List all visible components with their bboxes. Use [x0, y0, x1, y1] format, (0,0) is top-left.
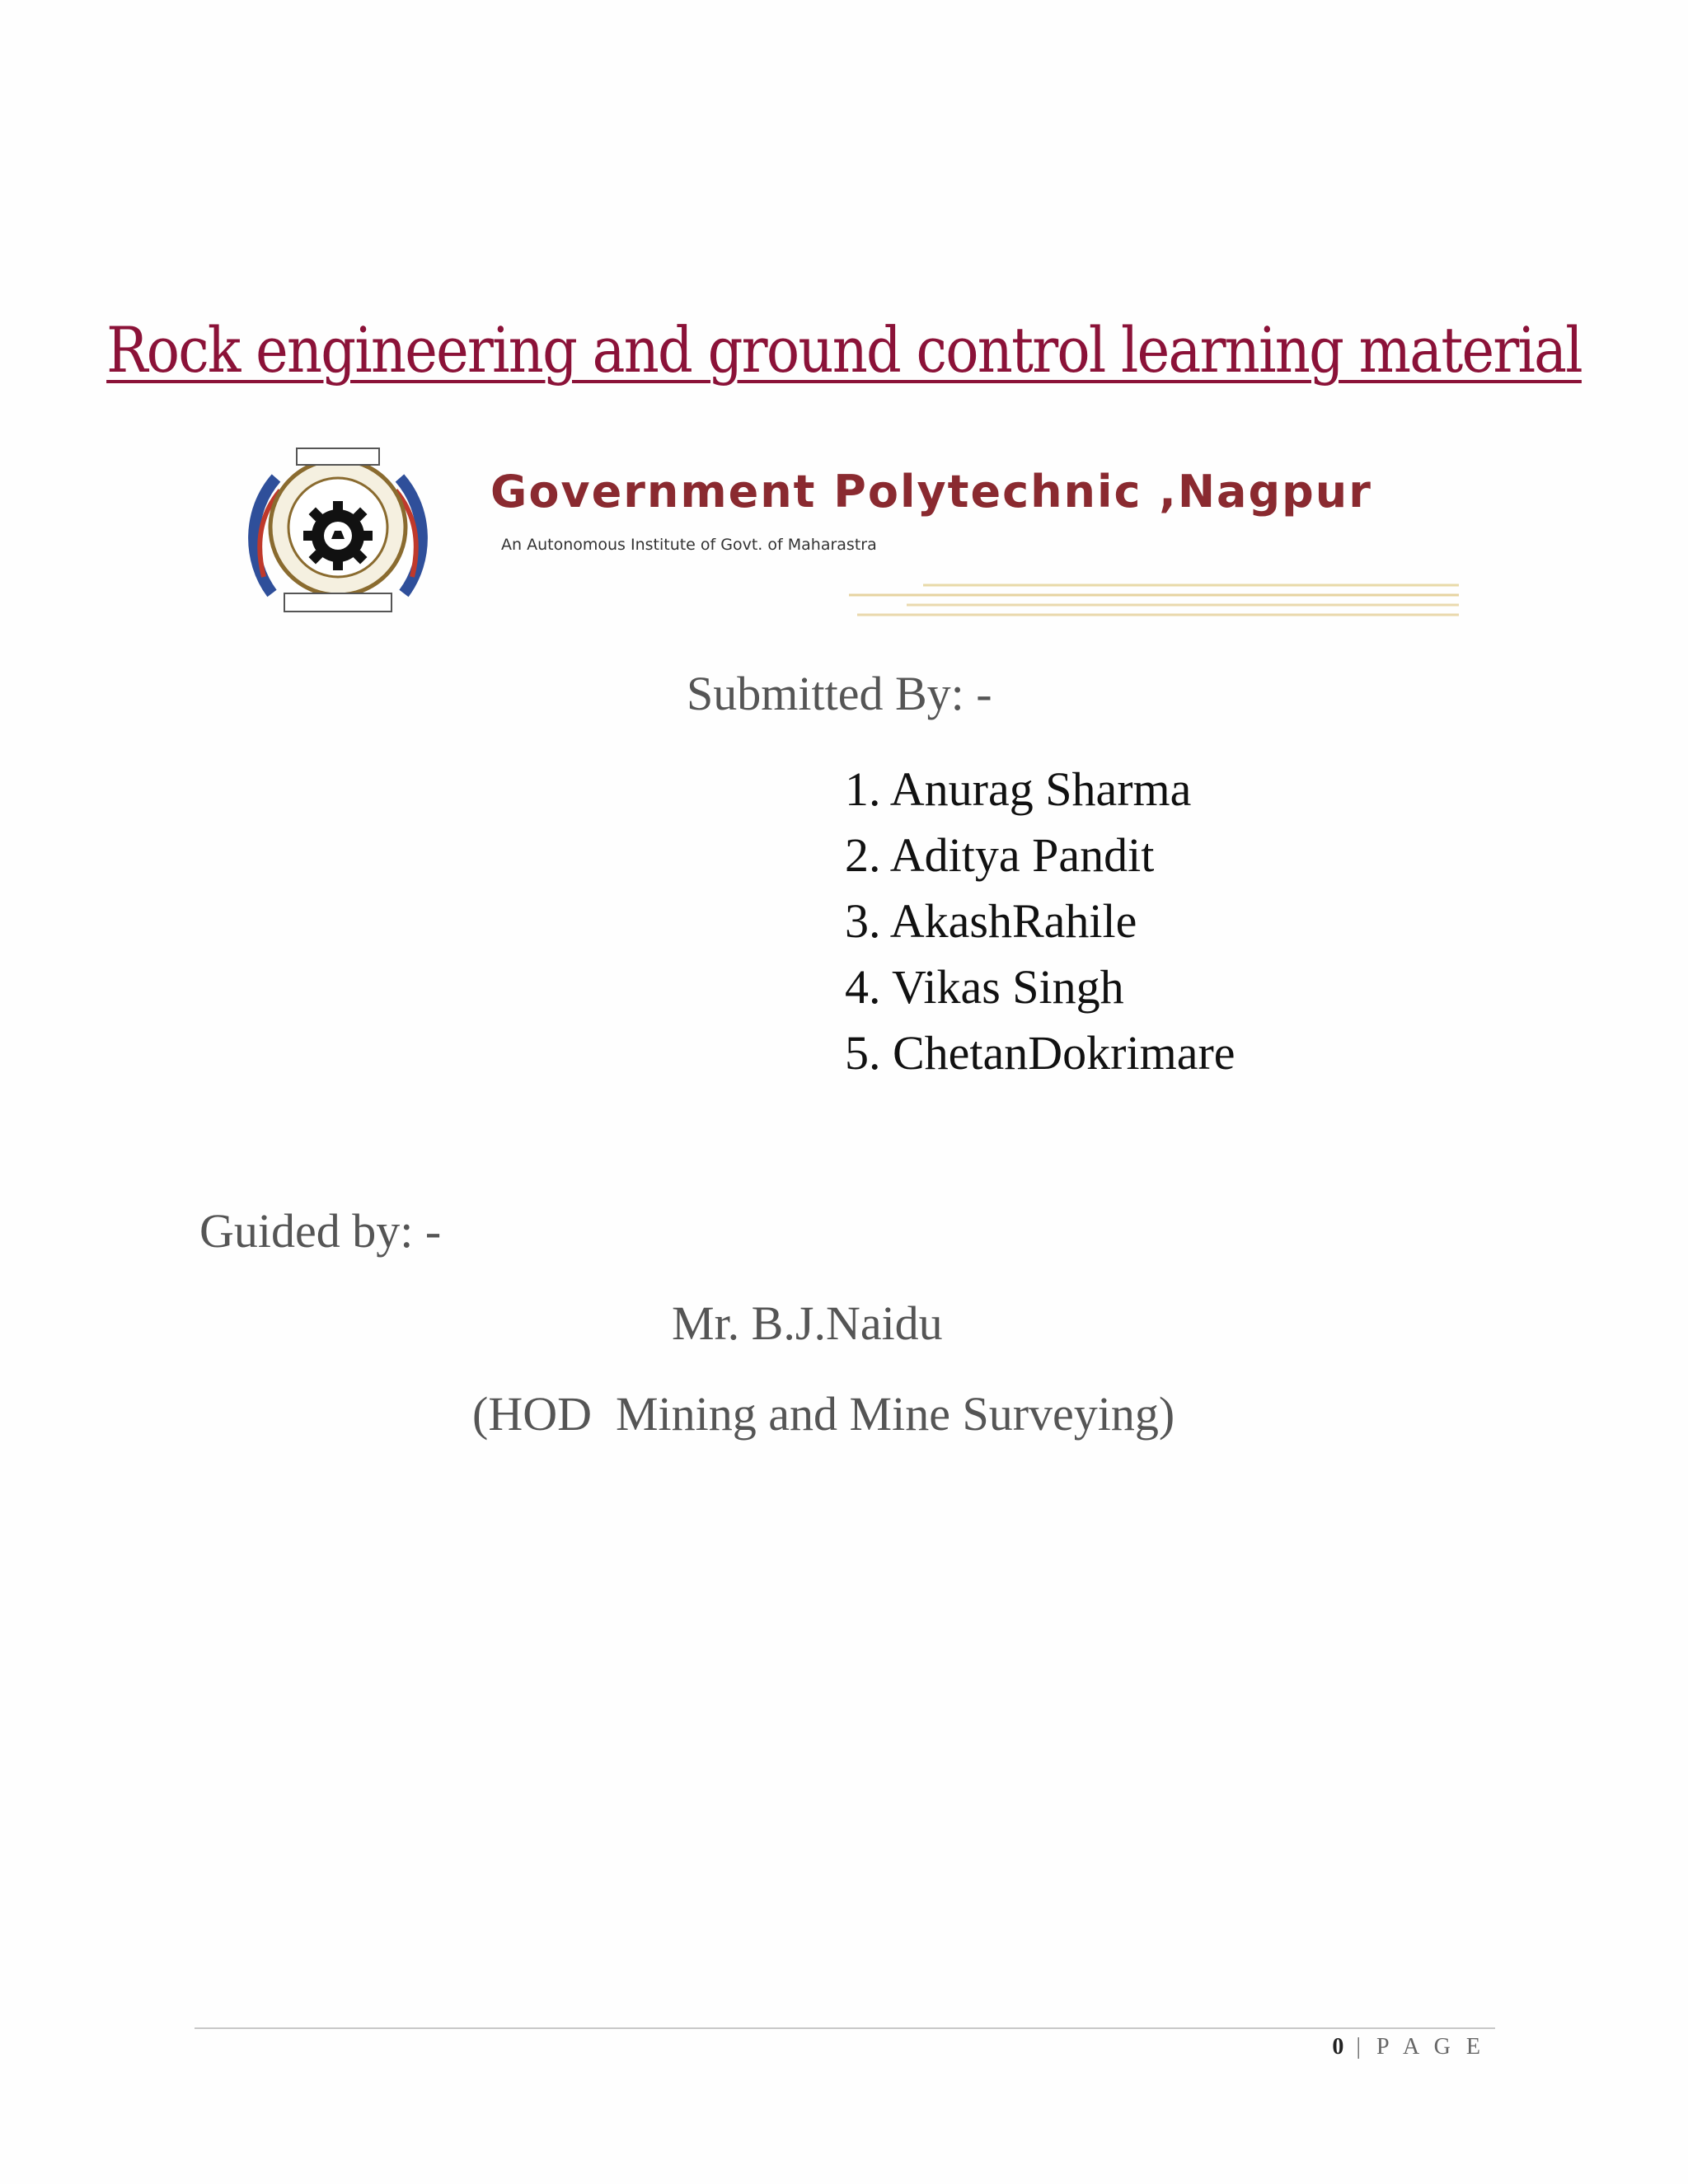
institute-emblem-icon	[239, 437, 437, 618]
document-title: Rock engineering and ground control learning material	[106, 313, 1582, 387]
institute-banner	[239, 429, 1475, 626]
submitted-by-label: Submitted By: -	[687, 667, 992, 720]
footer-divider	[195, 2027, 1495, 2029]
member-item: 4. Vikas Singh	[845, 960, 1124, 1014]
member-item: 5. ChetanDokrimare	[845, 1026, 1236, 1080]
guide-role: (HOD Mining and Mine Surveying)	[472, 1387, 1175, 1441]
guided-by-label: Guided by: -	[199, 1204, 442, 1258]
guide-name: Mr. B.J.Naidu	[672, 1296, 943, 1350]
banner-decorative-rules	[849, 577, 1459, 626]
member-item: 3. AkashRahile	[845, 894, 1137, 948]
member-item: 2. Aditya Pandit	[845, 828, 1155, 882]
institute-name: Government Polytechnic ,Nagpur	[490, 466, 1372, 518]
member-list	[845, 757, 1236, 1086]
page-footer	[1332, 2034, 1485, 2060]
page-number: 0	[1332, 2034, 1346, 2060]
institute-subtitle: An Autonomous Institute of Govt. of Maharastra	[501, 536, 877, 554]
page-label: | P A G E	[1356, 2034, 1485, 2060]
member-item: 1. Anurag Sharma	[845, 762, 1192, 816]
